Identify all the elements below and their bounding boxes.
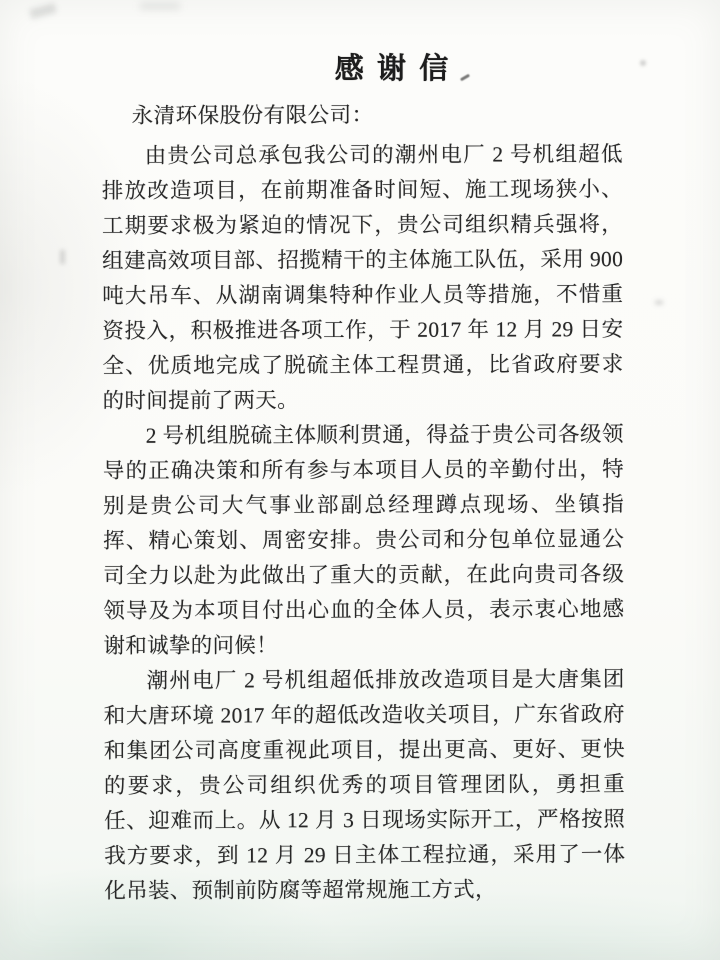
scan-speck	[655, 300, 663, 305]
letter-body	[102, 99, 626, 909]
scan-speck	[60, 250, 65, 264]
letter-paragraphs	[102, 137, 626, 909]
letter-paragraph: 由贵公司总承包我公司的潮州电厂 2 号机组超低排放改造项目，在前期准备时间短、施工现场狭小、工期要求极为紧迫的情况下，贵公司组织精兵强将，组建高效项目部、招揽精干的主体施工队伍，采用 900 吨大吊车、从湖南调集特种作业人员等措施，不惜重资投入，积极推进各项工作，于 2017 年 12 月 29 日安全、优质地完成了脱硫主体工程贯通，比省政府要求的时间提前了两天。	[101, 142, 624, 413]
letter-salutation: 永清环保股份有限公司：	[131, 102, 374, 128]
scan-smudge	[140, 2, 180, 10]
letter-paragraph: 2 号机组脱硫主体顺利贯通，得益于贵公司各级领导的正确决策和所有参与本项目人员的辛勤付出，特别是贵公司大气事业部副总经理蹲点现场、坐镇指挥、精心策划、周密安排。贵公司和分包单位显通公司全力以赴为此做出了重大的贡献，在此向贵司各级领导及为本项目付出心血的全体人员，表示衷心地感谢和诚挚的问候！	[102, 422, 625, 658]
letter-title: 感 谢 信	[334, 53, 452, 85]
letter-paragraph: 潮州电厂 2 号机组超低排放改造项目是大唐集团和大唐环境 2017 年的超低改造收关项目，广东省政府和集团公司高度重视此项目，提出更高、更好、更快的要求，贵公司组织优秀的项目管理团队，勇担重任、迎难而上。从 12 月 3 日现场实际开工，严格按照我方要求，到 12 月 29 日主体工程拉通，采用了一体化吊装、预制前防腐等超常规施工方式，	[103, 667, 626, 903]
scan-smudge	[29, 3, 57, 19]
